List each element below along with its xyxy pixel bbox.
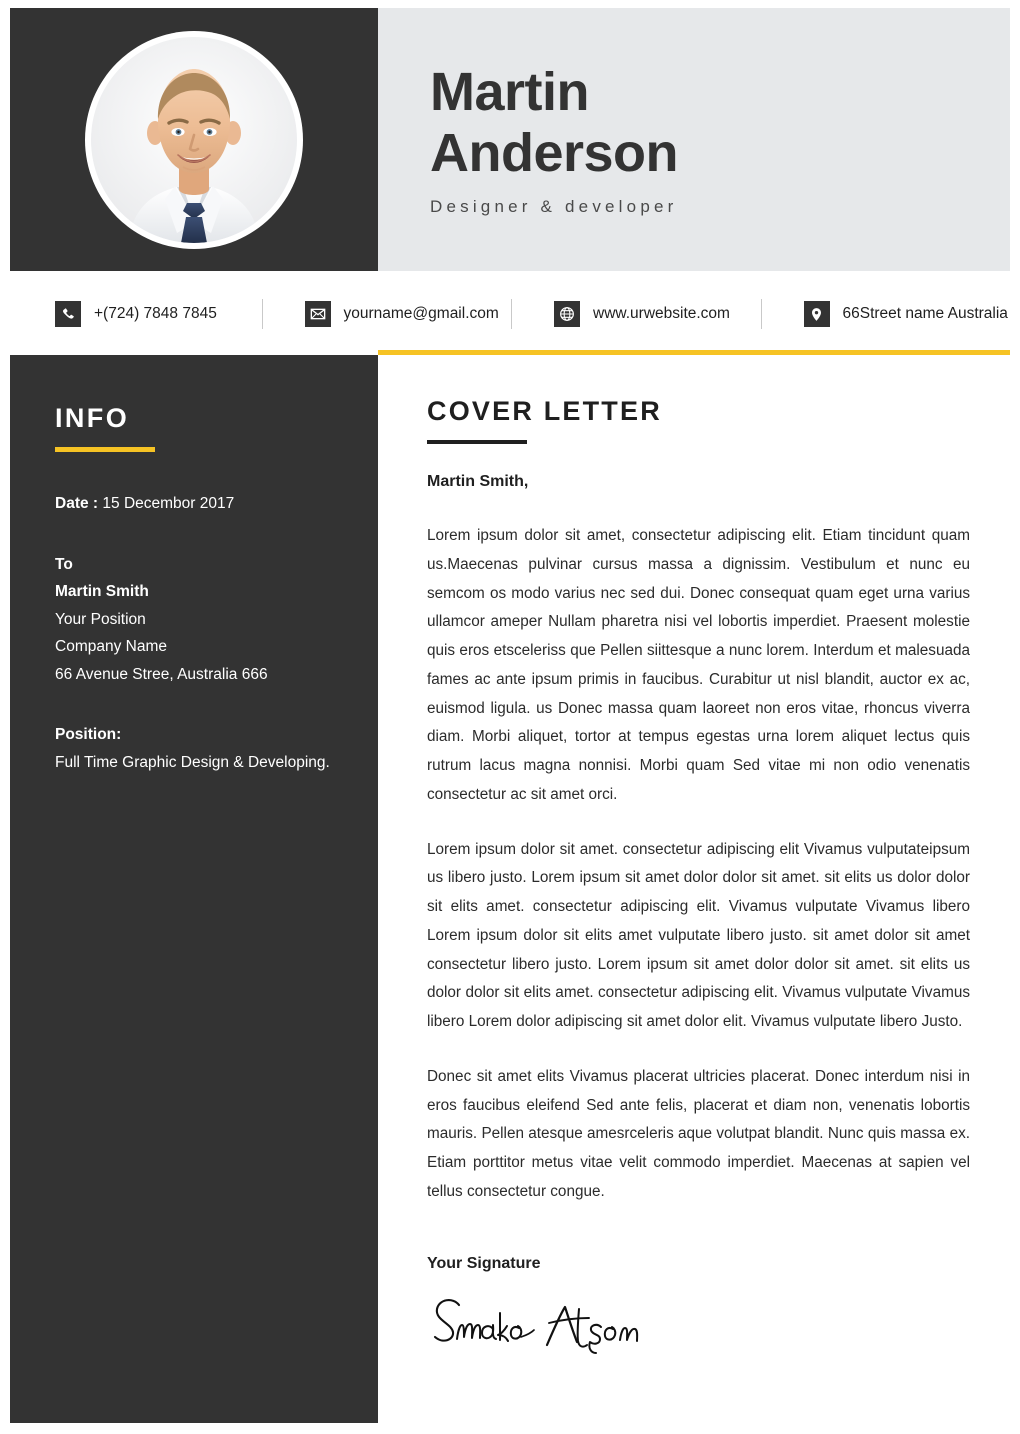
avatar [91,37,297,243]
last-name: Anderson [430,122,679,183]
photo-panel [10,8,378,271]
position-value: Full Time Graphic Design & Developing. [55,754,330,772]
phone-text: +(724) 7848 7845 [94,305,217,322]
paragraph-3: Donec sit amet elits Vivamus placerat ultricies placerat. Donec interdum nisi in eros faucibus eleifend Sed ante felis, placerat et diam non, venenatis lobortis mauris. Pellen atesque amesrceleris aque volutpat blandit. Nunc quis massa ex. Etiam porttitor metus vitae velit commodo imperdiet. Maecenas at sapien vel tellus consectetur congue. [427,1067,970,1200]
accent-divider [378,350,1010,355]
location-pin-icon [804,301,830,327]
to-name: Martin Smith [55,583,149,601]
address-text: 66Street name Australia [842,305,1008,322]
contact-website[interactable] [512,301,761,327]
contact-bar [10,281,1010,347]
contact-address[interactable] [762,301,1011,327]
to-address: 66 Avenue Stree, Australia 666 [55,665,268,683]
info-title: INFO [55,403,130,433]
date-row [55,490,348,518]
page-title: COVER LETTER [427,396,662,426]
recipient-block [55,551,348,689]
job-role: Designer & developer [430,196,678,216]
signature-label: Your Signature [427,1254,541,1272]
email-text: yourname@gmail.com [343,305,499,322]
name-panel [378,8,1010,271]
contact-phone[interactable] [10,301,262,327]
position-block [55,721,348,776]
website-text: www.urwebsite.com [593,305,730,322]
letter-body [427,396,970,1365]
paragraph-2: Lorem ipsum dolor sit amet. consectetur adipiscing elit Vivamus vulputateipsum us libero justo. Lorem ipsum sit amet dolor dolor sit amet. sit elits us dolor dolor sit elits amet. consectetur adipiscing elit. Vivamus vulputate Vivamus libero Lorem ipsum dolor sit elits amet vulputate libero justo. sit amet dolor sit amet consectetur libero justo. Lorem ipsum sit amet dolor dolor sit amet. sit elits us dolor dolor sit elits amet. consectetur adipiscing elit. Vivamus vulputate Vivamus libero Lorem dolor adipiscing sit amet dolor elit. Vivamus vulputate libero Justo. [427,840,970,1030]
position-label: Position: [55,726,122,744]
date-block [55,490,348,518]
to-company: Company Name [55,638,167,656]
to-position: Your Position [55,610,146,628]
salutation: Martin Smith, [427,473,529,490]
paragraph-1: Lorem ipsum dolor sit amet, consectetur adipiscing elit. Etiam tincidunt quam us.Maecenas pulvinar cursus massa a dignissim. Vestibulum et nunc eu semcom os modo varius nec sed dui. Donec consequat quam eget urna varius ullamcor ameper Nullam pharetra nisi vel lobortis imperdiet. Praesent molestie quis eros etsceleriss que Pellen siittesque a nunc lorem. Interdum et malesuada fames ac ante ipsum primis in faucibus. Curabitur ut nisl blandit, auctor ex ac, euismod ligula. us Donec massa quam laoreet non eros vitae, rhoncus viverra diam. Morbi aliquet, tortor at tempus egestas urna lorem aliquet lectus quis rutrum lacus magna nonnisi. Morbi quam Sed vitae mi non odio venenatis consectetur ac sit amet orci. [427,527,970,803]
info-title-underline [55,447,155,452]
date-label: Date : [55,495,99,512]
first-name: Martin [430,62,589,123]
page-title-underline [427,440,527,444]
globe-icon [554,301,580,327]
phone-icon [55,301,81,327]
to-label: To [55,555,73,573]
contact-email[interactable] [263,301,512,327]
header [10,8,1010,271]
envelope-icon [305,301,331,327]
date-value: 15 Decembor 2017 [102,495,235,512]
signature-mark [427,1287,970,1365]
info-sidebar [10,355,378,1423]
